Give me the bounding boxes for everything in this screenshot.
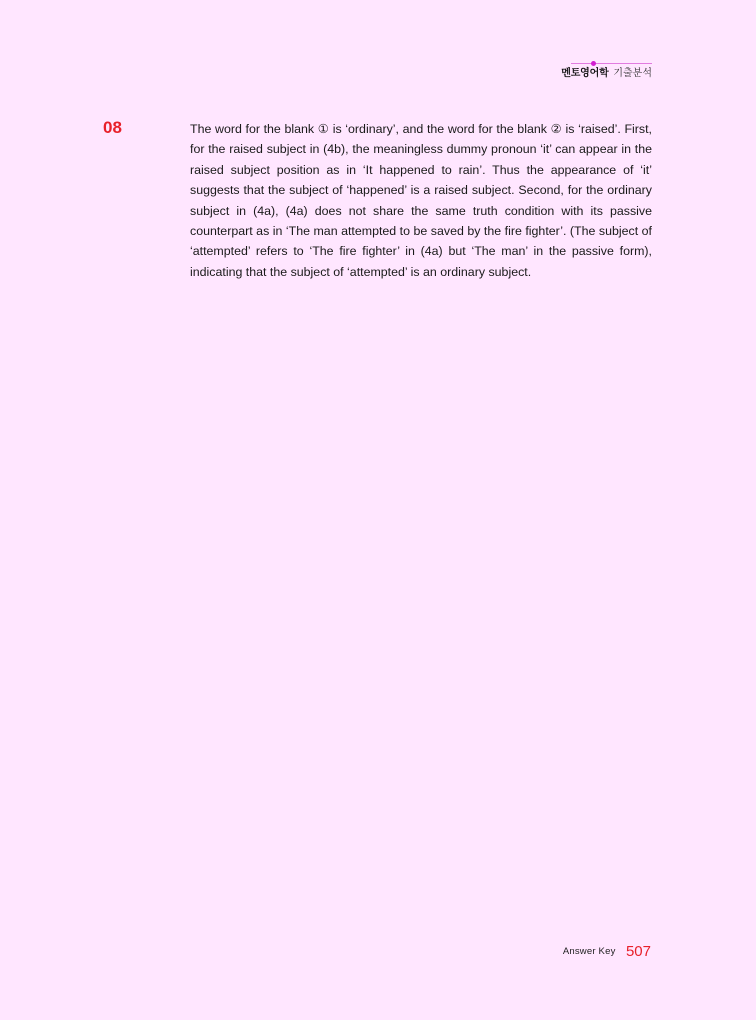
header-brand: 멘토영어학 [561, 68, 609, 79]
page-footer [563, 943, 651, 961]
answer-text: The word for the blank ① is ‘ordinary’, and the word for the blank ② is ‘raised’. First, for the raised subject in (4b), the meaningless dummy pronoun ‘it’ can appear in the raised subject position as in ‘It happened to rain’. Thus the appearance of ‘it’ suggests that the subject of ‘happened’ is a raised subject. Second, for the ordinary subject in (4a), (4a) does not share the same truth condition with its passive counterpart as in ‘The man attempted to be saved by the fire fighter’. (The subject of ‘attempted’ refers to ‘The fire fighter’ in (4a) but ‘The man’ in the passive form), indicating that the subject of ‘attempted’ is an ordinary subject. [190, 122, 652, 279]
header-rule [571, 63, 652, 64]
footer-label: Answer Key [562, 946, 616, 957]
header-subtitle: 기출분석 [613, 68, 652, 79]
page-number: 507 [625, 943, 651, 960]
header-dot [591, 61, 596, 66]
question-number: 08 [103, 118, 122, 137]
running-header [561, 68, 652, 80]
